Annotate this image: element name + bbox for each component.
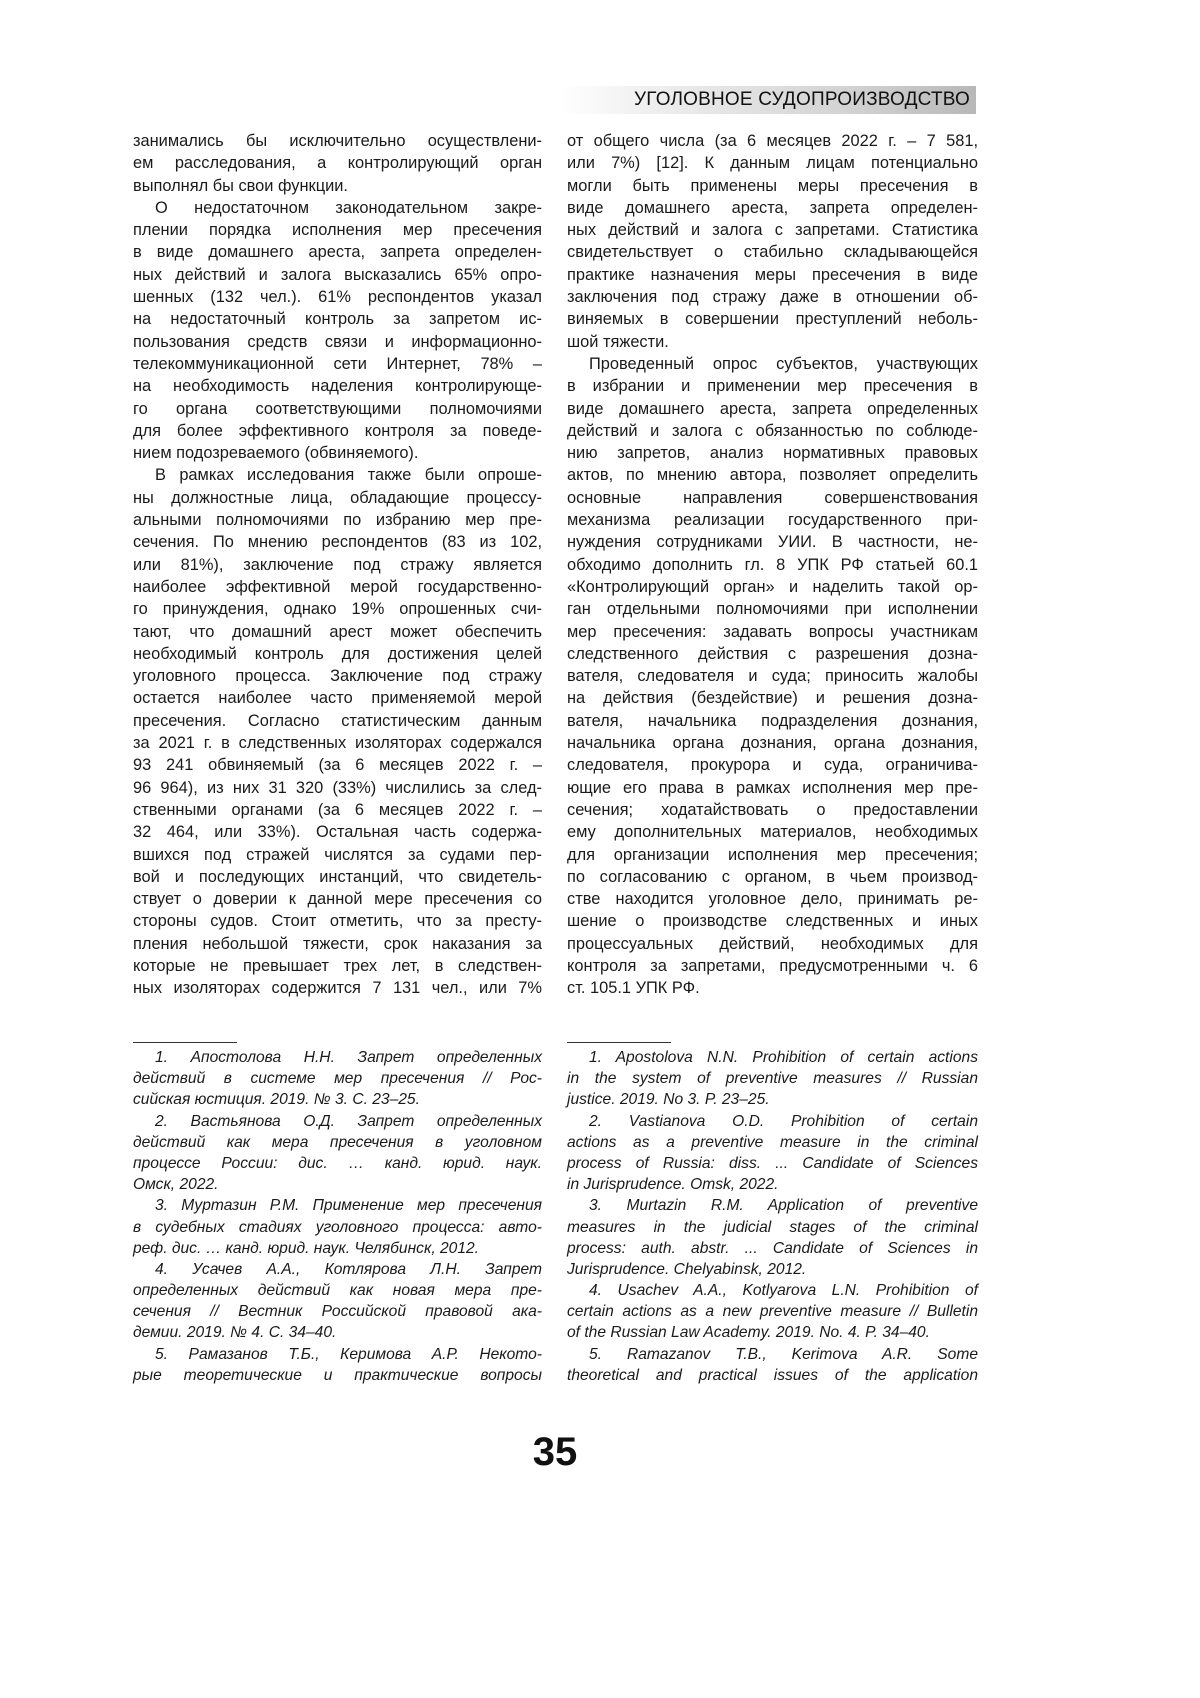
paragraph <box>567 130 978 353</box>
footnote <box>133 1259 542 1344</box>
text-line: виде домашнего ареста, запрета определен- <box>567 197 978 219</box>
text-line: шенных (132 чел.). 61% респондентов указал <box>133 286 542 308</box>
text-line: или 81%), заключение под стражу является <box>133 554 542 576</box>
text-line: нуждения сотрудниками УИИ. В частности, не- <box>567 531 978 553</box>
text-line: process: auth. abstr. ... Candidate of Sciences in <box>567 1238 978 1259</box>
text-line: 1. Apostolova N.N. Prohibition of certain actions <box>567 1047 978 1068</box>
text-line: нием подозреваемого (обвиняемого). <box>133 442 542 464</box>
text-line: 2. Вастьянова О.Д. Запрет определенных <box>133 1111 542 1132</box>
paragraph <box>133 197 542 465</box>
footnotes-english <box>567 1047 978 1386</box>
text-line: пления небольшой тяжести, срок наказания за <box>133 933 542 955</box>
text-line: ствует о доверии к данной мере пресечения со <box>133 888 542 910</box>
text-line: свидетельствует о стабильно складывающейся <box>567 241 978 263</box>
text-line: альными полномочиями по избранию мер пре- <box>133 509 542 531</box>
text-line: ему дополнительных материалов, необходимых <box>567 821 978 843</box>
text-line: процессе России: дис. … канд. юрид. наук. <box>133 1153 542 1174</box>
text-line: сийская юстиция. 2019. № 3. С. 23–25. <box>133 1089 542 1110</box>
text-line: реф. дис. … канд. юрид. наук. Челябинск, 2012. <box>133 1238 542 1259</box>
text-line: 5. Рамазанов Т.Б., Керимова А.Р. Некото- <box>133 1344 542 1365</box>
footnote-separator <box>567 1042 671 1043</box>
text-line: виде домашнего ареста, запрета определенных <box>567 398 978 420</box>
text-line: следственного действия с разрешения дозна- <box>567 643 978 665</box>
text-line: вателя, следователя и суда; приносить жалобы <box>567 665 978 687</box>
text-line: 2. Vastianova O.D. Prohibition of certain <box>567 1111 978 1132</box>
text-line: сечения; ходатайствовать о предоставлении <box>567 799 978 821</box>
text-line: мер пресечения: задавать вопросы участникам <box>567 621 978 643</box>
text-line: тают, что домашний арест может обеспечить <box>133 621 542 643</box>
text-line: для более эффективного контроля за поведе- <box>133 420 542 442</box>
text-line: ем расследования, а контролирующий орган <box>133 152 542 174</box>
text-line: для организации исполнения мер пресечения; <box>567 844 978 866</box>
text-line: занимались бы исключительно осуществлени- <box>133 130 542 152</box>
text-line: рые теоретические и практические вопросы <box>133 1365 542 1386</box>
footnote <box>567 1047 978 1111</box>
body-column-right <box>567 130 978 1000</box>
text-line: вшихся под стражей числятся за судами пер- <box>133 844 542 866</box>
text-line: механизма реализации государственного при- <box>567 509 978 531</box>
text-line: уголовного процесса. Заключение под стражу <box>133 665 542 687</box>
text-line: обходимо дополнить гл. 8 УПК РФ статьей 60.1 <box>567 554 978 576</box>
text-line: Омск, 2022. <box>133 1174 542 1195</box>
text-line: шой тяжести. <box>567 331 978 353</box>
text-line: плении порядка исполнения мер пресечения <box>133 219 542 241</box>
text-line: 32 464, или 33%). Остальная часть содержа- <box>133 821 542 843</box>
footnotes-russian <box>133 1047 542 1386</box>
paragraph <box>133 464 542 999</box>
footnote <box>567 1344 978 1386</box>
footnote <box>133 1111 542 1196</box>
text-line: стороны судов. Стоит отметить, что за престу- <box>133 910 542 932</box>
text-line: начальника органа дознания, органа дознания, <box>567 732 978 754</box>
text-line: по согласованию с органом, в чьем производ- <box>567 866 978 888</box>
text-line: за 2021 г. в следственных изоляторах содержался <box>133 732 542 754</box>
text-line: Jurisprudence. Chelyabinsk, 2012. <box>567 1259 978 1280</box>
footnote <box>133 1047 542 1111</box>
text-line: действий как мера пресечения в уголовном <box>133 1132 542 1153</box>
text-line: в избрании и применении мер пресечения в <box>567 375 978 397</box>
text-line: необходимый контроль для достижения целей <box>133 643 542 665</box>
text-line: ган отдельными полномочиями при исполнении <box>567 598 978 620</box>
footnote <box>133 1195 542 1259</box>
text-line: в судебных стадиях уголовного процесса: авто- <box>133 1217 542 1238</box>
text-line: нию запретов, анализ нормативных правовых <box>567 442 978 464</box>
text-line: actions as a preventive measure in the criminal <box>567 1132 978 1153</box>
text-line: практике назначения меры пресечения в виде <box>567 264 978 286</box>
footnote-separator <box>133 1042 237 1043</box>
text-line: вой и последующих инстанций, что свидетель- <box>133 866 542 888</box>
text-line: «Контролирующий орган» и наделить такой ор- <box>567 576 978 598</box>
text-line: 96 964), из них 31 320 (33%) числились за след- <box>133 777 542 799</box>
text-line: ных действий и залога высказались 65% опро- <box>133 264 542 286</box>
text-line: основные направления совершенствования <box>567 487 978 509</box>
text-line: 93 241 обвиняемый (за 6 месяцев 2022 г. – <box>133 754 542 776</box>
text-line: certain actions as a new preventive measure // Bulletin <box>567 1301 978 1322</box>
paragraph <box>133 130 542 197</box>
footnote <box>133 1344 542 1386</box>
text-line: наиболее эффективной мерой государственно- <box>133 576 542 598</box>
text-line: на недостаточный контроль за запретом ис- <box>133 308 542 330</box>
text-line: определенных действий как новая мера пре- <box>133 1280 542 1301</box>
text-line: пресечения. Согласно статистическим данным <box>133 710 542 732</box>
text-line: ственными органами (за 6 месяцев 2022 г. – <box>133 799 542 821</box>
text-line: сечения // Вестник Российской правовой ака- <box>133 1301 542 1322</box>
text-line: остается наиболее часто применяемой мерой <box>133 687 542 709</box>
text-line: ющие его права в рамках исполнения мер пре- <box>567 777 978 799</box>
text-line: выполнял бы свои функции. <box>133 175 542 197</box>
text-line: на необходимость наделения контролирующе- <box>133 375 542 397</box>
text-line: шение о производстве следственных и иных <box>567 910 978 932</box>
section-header-banner <box>560 86 976 114</box>
text-line: 4. Usachev A.A., Kotlyarova L.N. Prohibition of <box>567 1280 978 1301</box>
text-line: 4. Усачев А.А., Котлярова Л.Н. Запрет <box>133 1259 542 1280</box>
text-line: theoretical and practical issues of the application <box>567 1365 978 1386</box>
text-line: В рамках исследования также были опроше- <box>133 464 542 486</box>
text-line: сечения. По мнению респондентов (83 из 102, <box>133 531 542 553</box>
text-line: в виде домашнего ареста, запрета определен- <box>133 241 542 263</box>
text-line: которые не превышает трех лет, в следствен- <box>133 955 542 977</box>
text-line: in Jurisprudence. Omsk, 2022. <box>567 1174 978 1195</box>
text-line: го органа соответствующими полномочиями <box>133 398 542 420</box>
text-line: пользования средств связи и информационно- <box>133 331 542 353</box>
paragraph <box>567 353 978 1000</box>
text-line: 5. Ramazanov T.B., Kerimova A.R. Some <box>567 1344 978 1365</box>
text-line: или 7%) [12]. К данным лицам потенциально <box>567 152 978 174</box>
text-line: 1. Апостолова Н.Н. Запрет определенных <box>133 1047 542 1068</box>
text-line: 3. Муртазин Р.М. Применение мер пресечения <box>133 1195 542 1216</box>
text-line: ст. 105.1 УПК РФ. <box>567 977 978 999</box>
text-line: justice. 2019. No 3. P. 23–25. <box>567 1089 978 1110</box>
text-line: 3. Murtazin R.M. Application of preventive <box>567 1195 978 1216</box>
section-title: УГОЛОВНОЕ СУДОПРОИЗВОДСТВО <box>634 89 970 111</box>
text-line: процессуальных действий, необходимых для <box>567 933 978 955</box>
text-line: стве находится уголовное дело, принимать ре- <box>567 888 978 910</box>
text-line: на действия (бездействие) и решения дозна- <box>567 687 978 709</box>
text-line: process of Russia: diss. ... Candidate of Sciences <box>567 1153 978 1174</box>
text-line: действий и залога с обязанностью по соблюде- <box>567 420 978 442</box>
text-line: виняемых в совершении преступлений неболь- <box>567 308 978 330</box>
text-line: ных изоляторах содержится 7 131 чел., или 7% <box>133 977 542 999</box>
text-line: телекоммуникационной сети Интернет, 78% – <box>133 353 542 375</box>
footnote <box>567 1111 978 1196</box>
text-line: ных действий и залога с запретами. Статистика <box>567 219 978 241</box>
footnote <box>567 1280 978 1344</box>
text-line: демии. 2019. № 4. С. 34–40. <box>133 1322 542 1343</box>
text-line: Проведенный опрос субъектов, участвующих <box>567 353 978 375</box>
text-line: О недостаточном законодательном закре- <box>133 197 542 219</box>
text-line: действий в системе мер пресечения // Рос- <box>133 1068 542 1089</box>
text-line: от общего числа (за 6 месяцев 2022 г. – 7 581, <box>567 130 978 152</box>
text-line: актов, по мнению автора, позволяет определить <box>567 464 978 486</box>
text-line: of the Russian Law Academy. 2019. No. 4. P. 34–40. <box>567 1322 978 1343</box>
text-line: го принуждения, однако 19% опрошенных счи- <box>133 598 542 620</box>
text-line: контроля за запретами, предусмотренными ч. 6 <box>567 955 978 977</box>
text-line: могли быть применены меры пресечения в <box>567 175 978 197</box>
footnote <box>567 1195 978 1280</box>
text-line: in the system of preventive measures // Russian <box>567 1068 978 1089</box>
text-line: ны должностные лица, обладающие процессу- <box>133 487 542 509</box>
text-line: вателя, начальника подразделения дознания, <box>567 710 978 732</box>
text-line: measures in the judicial stages of the criminal <box>567 1217 978 1238</box>
body-column-left <box>133 130 542 1000</box>
text-line: заключения под стражу даже в отношении об- <box>567 286 978 308</box>
page-number: 35 <box>0 1430 1110 1475</box>
text-line: следователя, прокурора и суда, ограничива- <box>567 754 978 776</box>
